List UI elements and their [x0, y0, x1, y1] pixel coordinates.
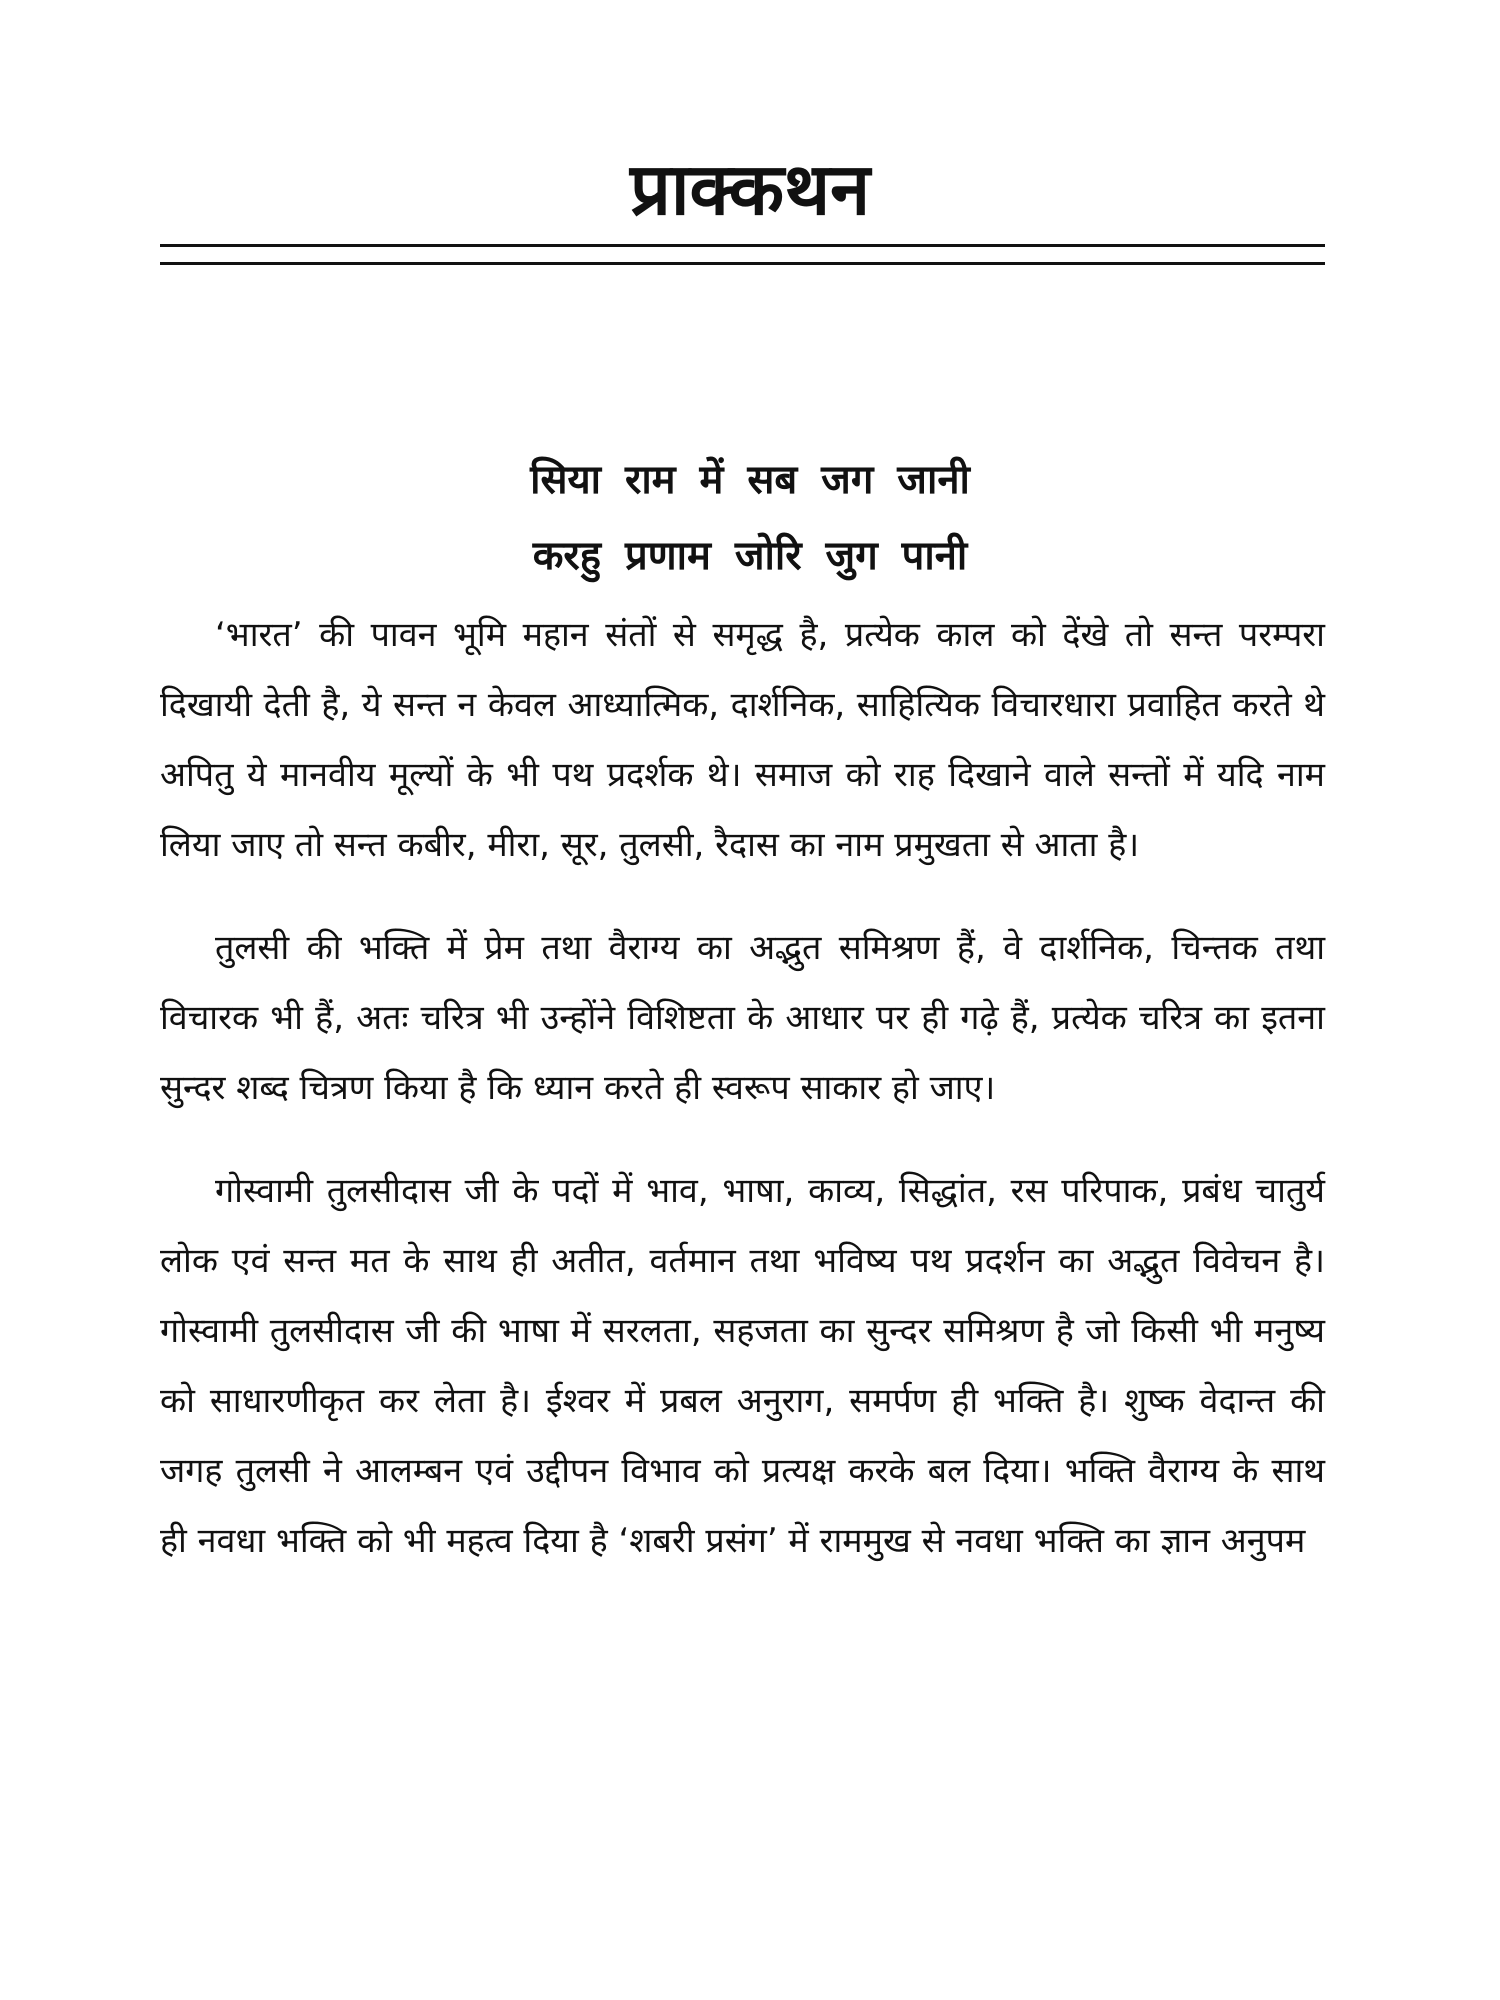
verse-line-2: करहु प्रणाम जोरि जुग पानी — [532, 533, 968, 579]
page-title: प्राक्कथन — [629, 147, 871, 231]
verse-line-1: सिया राम में सब जग जानी — [530, 457, 970, 503]
title-divider-bottom — [160, 262, 1325, 265]
paragraph-2: तुलसी की भक्ति में प्रेम तथा वैराग्य का अद्भुत समिश्रण हैं, वे दार्शनिक, चिन्तक तथा विचारक भी हैं, अतः चरित्र भी उन्होंने विशिष्टता के आधार पर ही गढ़े हैं, प्रत्येक चरित्र का इतना सुन्दर शब्द चित्रण किया है कि ध्यान करते ही स्वरूप साकार हो जाए। — [160, 928, 1325, 1108]
title-divider-top — [160, 244, 1325, 247]
paragraph-3: गोस्वामी तुलसीदास जी के पदों में भाव, भाषा, काव्य, सिद्धांत, रस परिपाक, प्रबंध चातुर्य लोक एवं सन्त मत के साथ ही अतीत, वर्तमान तथा भविष्य पथ प्रदर्शन का अद्भुत विवेचन है। गोस्वामी तुलसीदास जी की भाषा में सरलता, सहजता का सुन्दर समिश्रण है जो किसी भी मनुष्य को साधारणीकृत कर लेता है। ईश्वर में प्रबल अनुराग, समर्पण ही भक्ति है। शुष्क वेदान्त की जगह तुलसी ने आलम्बन एवं उद्दीपन विभाव को प्रत्यक्ष करके बल दिया। भक्ति वैराग्य के साथ ही नवधा भक्ति को भी महत्व दिया है ‘शबरी प्रसंग’ में राममुख से नवधा भक्ति का ज्ञान अनुपम — [160, 1171, 1325, 1561]
body-text — [160, 600, 1325, 1609]
paragraph-1: ‘भारत’ की पावन भूमि महान संतों से समृद्ध है, प्रत्येक काल को देंखे तो सन्त परम्परा दिखायी देती है, ये सन्त न केवल आध्यात्मिक, दार्शनिक, साहित्यिक विचारधारा प्रवाहित करते थे अपितु ये मानवीय मूल्यों के भी पथ प्रदर्शक थे। समाज को राह दिखाने वाले सन्तों में यदि नाम लिया जाए तो सन्त कबीर, मीरा, सूर, तुलसी, रैदास का नाम प्रमुखता से आता है। — [160, 615, 1325, 865]
